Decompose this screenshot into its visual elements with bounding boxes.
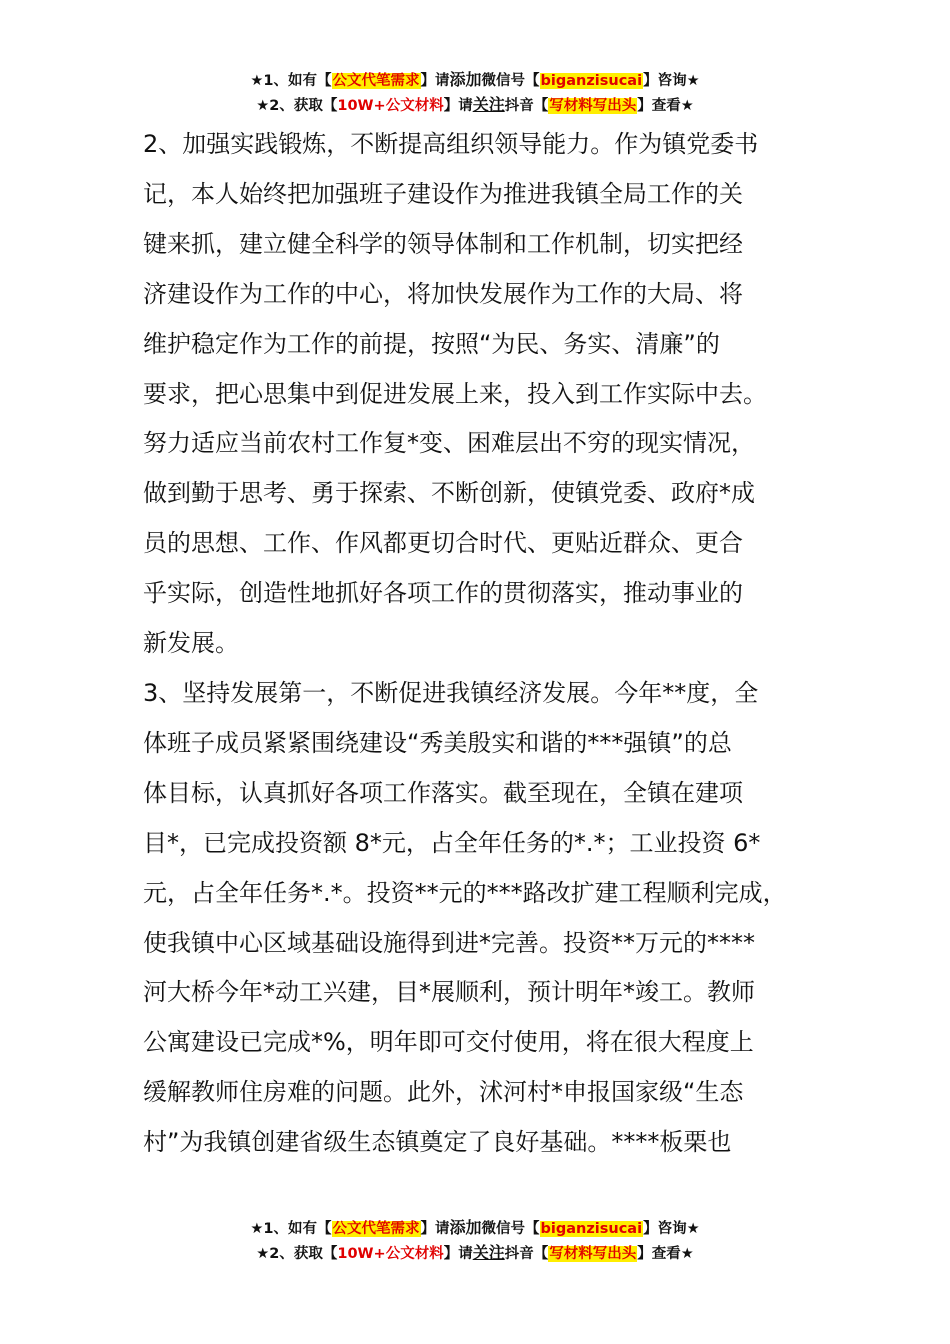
- banner-emphasis: 添加: [449, 70, 482, 89]
- banner-text: ★2、获取【: [256, 98, 338, 114]
- banner-text: 】咨询★: [643, 1221, 700, 1237]
- banner-text: 】请: [443, 98, 473, 114]
- text-line: 3、坚持发展第一，不断促进我镇经济发展。今年**度，全: [143, 678, 759, 707]
- banner-text: 微信号【: [481, 73, 540, 89]
- banner-text: ★2、获取【: [256, 1246, 338, 1262]
- text-line: 元，占全年任务*.*。投资**元的***路改扩建工程顺利完成，: [143, 878, 787, 907]
- text-line: 键来抓，建立健全科学的领导体制和工作机制，切实把经: [143, 229, 743, 258]
- text-line: 使我镇中心区域基础设施得到进*完善。投资**万元的****: [143, 928, 755, 957]
- banner-highlight: 写材料写出头: [549, 1246, 637, 1262]
- text-line: 新发展。: [143, 629, 239, 658]
- banner-line-2: [0, 1241, 950, 1266]
- banner-line-1: [0, 68, 950, 93]
- text-line: 目*，已完成投资额 8*元，占全年任务的*.*；工业投资 6*: [143, 828, 761, 857]
- banner-line-2: [0, 93, 950, 118]
- banner-text: 】咨询★: [643, 73, 700, 89]
- banner-highlight: biganzisucai: [540, 1221, 643, 1237]
- banner-red-text: 10W+公文材料: [337, 98, 444, 114]
- banner-text: 微信号【: [481, 1221, 540, 1237]
- text-line: 公寓建设已完成*%，明年即可交付使用，将在很大程度上: [143, 1028, 754, 1057]
- banner-text: 】查看★: [637, 1246, 694, 1262]
- banner-highlight: 公文代笔需求: [332, 1221, 420, 1237]
- text-line: 努力适应当前农村工作复*变、困难层出不穷的现实情况，: [143, 429, 755, 458]
- text-line: 做到勤于思考、勇于探索、不断创新，使镇党委、政府*成: [143, 479, 755, 508]
- text-line: 体目标，认真抓好各项工作落实。截至现在，全镇在建项: [143, 778, 743, 807]
- banner-emphasis: 添加: [449, 1218, 482, 1237]
- text-line: 要求，把心思集中到促进发展上来，投入到工作实际中去。: [143, 379, 767, 408]
- paragraph-leadership: [143, 120, 833, 669]
- banner-emphasis: 关注: [472, 1243, 505, 1262]
- banner-text: ★1、如有【: [250, 1221, 332, 1237]
- text-line: 记，本人始终把加强班子建设作为推进我镇全局工作的关: [143, 179, 743, 208]
- text-line: 缓解教师住房难的问题。此外，沭河村*申报国家级“生态: [143, 1078, 744, 1107]
- banner-highlight: 公文代笔需求: [332, 73, 420, 89]
- text-line: 员的思想、工作、作风都更切合时代、更贴近群众、更合: [143, 529, 743, 558]
- banner-highlight: 写材料写出头: [549, 98, 637, 114]
- text-line: 村”为我镇创建省级生态镇奠定了良好基础。****板栗也: [143, 1128, 732, 1157]
- banner-line-1: [0, 1216, 950, 1241]
- paragraph-economy: [143, 669, 833, 1168]
- text-line: 济建设作为工作的中心，将加快发展作为工作的大局、将: [143, 279, 743, 308]
- banner-text: 抖音【: [504, 1246, 549, 1262]
- footer-banner: [0, 1216, 950, 1266]
- text-line: 2、加强实践锻炼，不断提高组织领导能力。作为镇党委书: [143, 130, 759, 158]
- text-line: 河大桥今年*动工兴建，目*展顺利，预计明年*竣工。教师: [143, 978, 755, 1007]
- banner-text: 】请: [420, 1221, 450, 1237]
- text-line: 维护稳定作为工作的前提，按照“为民、务实、清廉”的: [143, 329, 720, 358]
- banner-text: 】请: [420, 73, 450, 89]
- banner-text: 】查看★: [637, 98, 694, 114]
- text-line: 乎实际，创造性地抓好各项工作的贯彻落实，推动事业的: [143, 579, 743, 608]
- banner-text: 抖音【: [504, 98, 549, 114]
- banner-emphasis: 关注: [472, 95, 505, 114]
- header-banner: [0, 68, 950, 118]
- text-line: 体班子成员紧紧围绕建设“秀美殷实和谐的***强镇”的总: [143, 728, 732, 757]
- banner-text: ★1、如有【: [250, 73, 332, 89]
- document-body: [143, 120, 833, 1168]
- banner-text: 】请: [443, 1246, 473, 1262]
- banner-red-text: 10W+公文材料: [337, 1246, 444, 1262]
- banner-highlight: biganzisucai: [540, 73, 643, 89]
